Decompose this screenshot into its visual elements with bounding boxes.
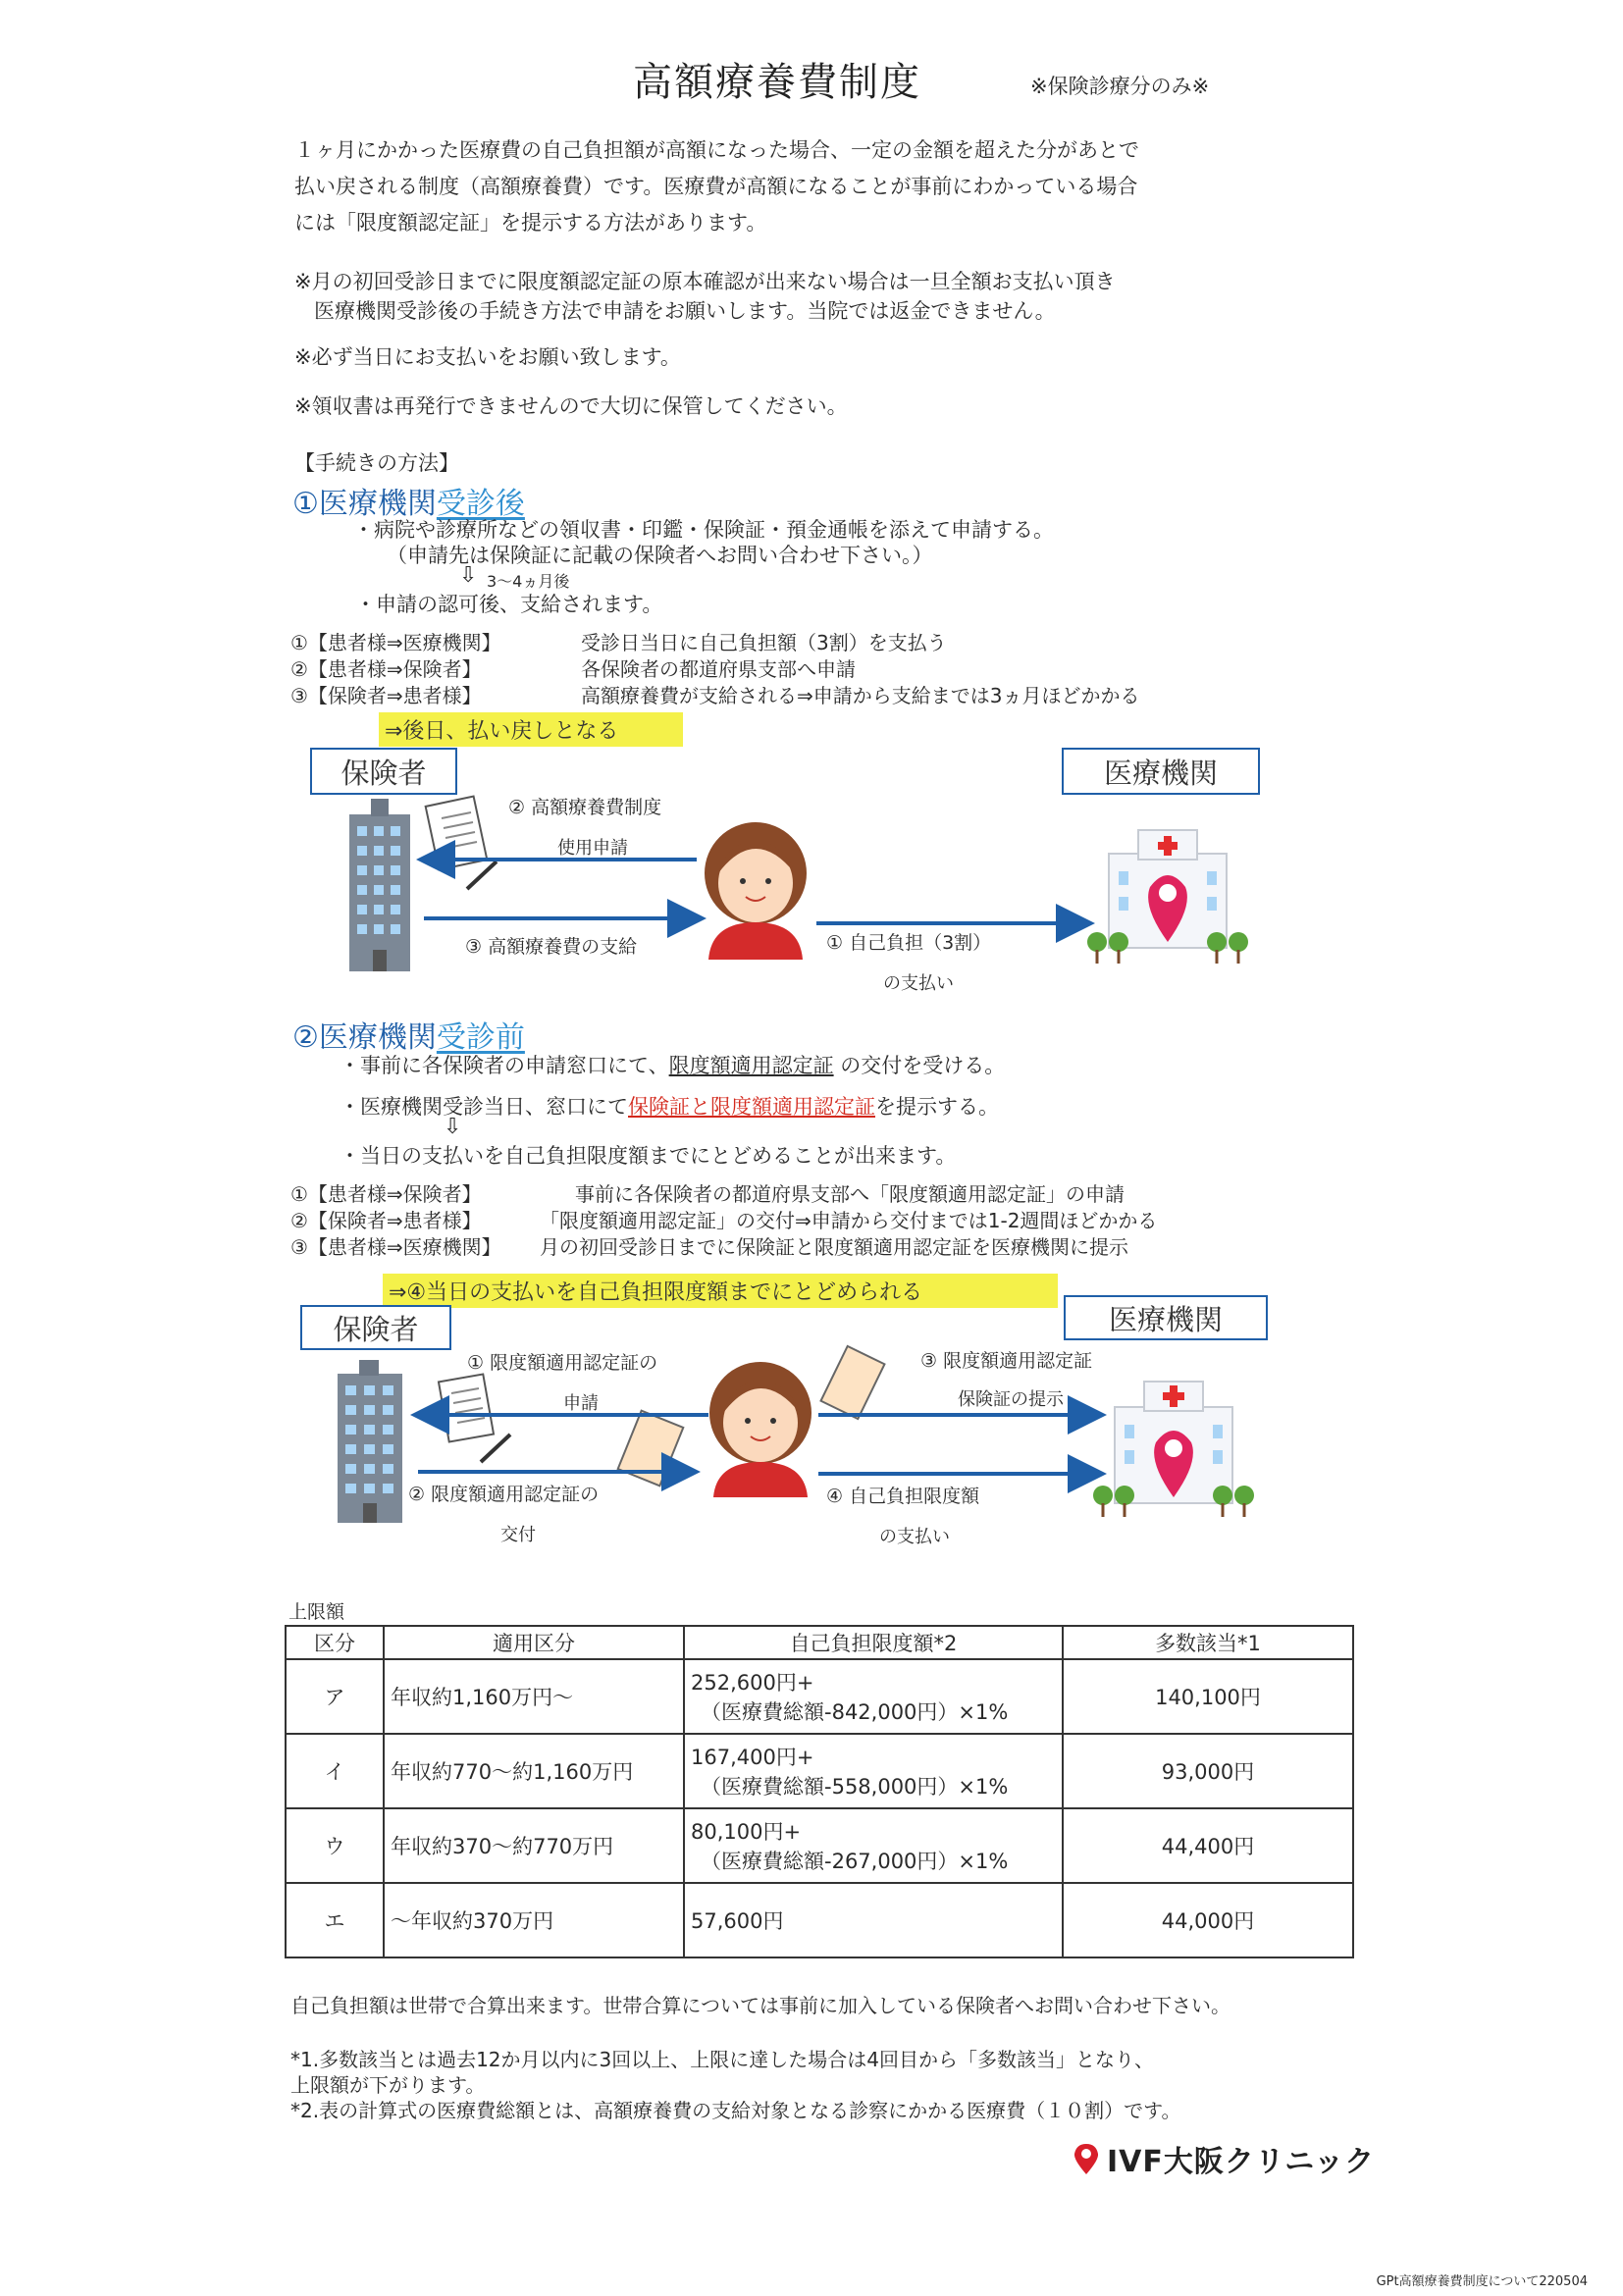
note-receipt: ※領収書は再発行できませんので大切に保管してください。 — [294, 394, 848, 418]
step-key: ②【患者様⇒保険者】 — [290, 657, 482, 681]
section1-bullet1-sub: （申請先は保険証に記載の保険者へお問い合わせ下さい。） — [387, 544, 933, 567]
step-value: 各保険者の都道府県支部へ申請 — [581, 657, 856, 681]
cell-category: イ — [286, 1734, 384, 1808]
step-key: ③【保険者⇒患者様】 — [290, 684, 482, 707]
box-medical-institution: 医療機関 — [1064, 1295, 1268, 1340]
box-medical-institution: 医療機関 — [1062, 748, 1260, 795]
cell-multiple: 44,000円 — [1063, 1883, 1353, 1957]
limit-base: 252,600円+ — [691, 1671, 814, 1695]
diagram1-label-1b: の支払い — [883, 973, 954, 994]
section1-highlight: ⇒後日、払い戻しとなる — [379, 712, 683, 747]
col-header: 区分 — [286, 1626, 384, 1659]
diagram1-label-2a: ② 高額療養費制度 — [508, 797, 662, 818]
cell-limit — [684, 1808, 1063, 1883]
cell-income-range: ～年収約370万円 — [384, 1883, 684, 1957]
footnote-1: *1.多数該当とは過去12か月以内に3回以上、上限に達した場合は4回目から「多数該当」となり、 — [290, 2048, 1154, 2071]
diagram1-label-1a: ① 自己負担（3割） — [826, 932, 992, 954]
section2-highlight: ⇒④当日の支払いを自己負担限度額までにとどめられる — [383, 1274, 1058, 1308]
limits-table — [285, 1625, 1354, 1958]
section1-bullet2: ・申請の認可後、支給されます。 — [355, 593, 663, 616]
present-cards-underlined: 保険証と限度額適用認定証 — [628, 1095, 875, 1119]
limit-formula: （医療費総額-842,000円）×1% — [701, 1700, 1009, 1724]
step-value: 「限度額適用認定証」の交付⇒申請から交付までは1-2週間ほどかかる — [540, 1209, 1158, 1232]
section2-num: ② — [292, 1020, 319, 1055]
col-header: 適用区分 — [384, 1626, 684, 1659]
cell-category: ア — [286, 1659, 384, 1734]
location-pin-logo-icon — [1072, 2142, 1101, 2175]
table-row — [286, 1659, 1353, 1734]
text: を提示する。 — [875, 1095, 999, 1119]
box-insurer: 保険者 — [300, 1305, 451, 1350]
limits-caption: 上限額 — [288, 1601, 345, 1623]
patient-person-icon — [709, 1362, 812, 1497]
section2-head-a: 医療機関 — [318, 1020, 437, 1055]
section1-arrow-note: 3～4ヵ月後 — [487, 572, 570, 591]
limit-formula: （医療費総額-558,000円）×1% — [701, 1775, 1009, 1799]
cell-category: ウ — [286, 1808, 384, 1883]
text: ・医療機関受診当日、窓口にて — [340, 1095, 628, 1119]
section1-bullet1: ・病院や診療所などの領収書・印鑑・保険証・預金通帳を添えて申請する。 — [353, 518, 1054, 542]
cell-limit — [684, 1659, 1063, 1734]
limit-base: 80,100円+ — [691, 1820, 802, 1844]
cell-limit — [684, 1734, 1063, 1808]
note-pay-same-day: ※必ず当日にお支払いをお願い致します。 — [294, 345, 681, 369]
section2-bullet3: ・当日の支払いを自己負担限度額までにとどめることが出来ます。 — [340, 1144, 957, 1168]
diagram2-label-4b: の支払い — [879, 1527, 950, 1547]
intro-line: には「限度額認定証」を提示する方法があります。 — [294, 211, 767, 235]
down-arrow-icon: ⇩ — [444, 1115, 462, 1139]
section1-head-b: 受診後 — [436, 487, 525, 521]
diagram2-label-1b: 申請 — [563, 1393, 599, 1414]
logo-text: IVF大阪クリニック — [1107, 2145, 1376, 2179]
insurance-only-note: ※保険診療分のみ※ — [1030, 75, 1210, 98]
cell-category: エ — [286, 1883, 384, 1957]
footnote-1-cont: 上限額が下がります。 — [290, 2073, 486, 2097]
note-line: ※月の初回受診日までに限度額認定証の原本確認が出来ない場合は一旦全額お支払い頂き — [294, 270, 1116, 293]
col-header: 自己負担限度額*2 — [684, 1626, 1063, 1659]
footnotes — [290, 2047, 1180, 2123]
section1-num: ① — [292, 487, 319, 521]
step-value: 高額療養費が支給される⇒申請から支給までは3ヵ月ほどかかる — [581, 684, 1140, 707]
limit-base: 167,400円+ — [691, 1746, 814, 1769]
certificate-underlined: 限度額適用認定証 — [668, 1054, 834, 1077]
household-note: 自己負担額は世帯で合算出来ます。世帯合算については事前に加入している保険者へお問い合わせ下さい。 — [290, 1994, 1230, 2017]
cell-multiple: 44,400円 — [1063, 1808, 1353, 1883]
limit-base: 57,600円 — [691, 1909, 784, 1933]
table-row — [286, 1734, 1353, 1808]
cell-multiple: 140,100円 — [1063, 1659, 1353, 1734]
application-document-icon — [439, 1374, 510, 1462]
step-value: 受診日当日に自己負担額（3割）を支払う — [581, 631, 947, 654]
diagram2-label-3a: ③ 限度額適用認定証 — [920, 1350, 1093, 1372]
table-row — [286, 1808, 1353, 1883]
office-building-icon — [338, 1360, 402, 1523]
text: の交付を受ける。 — [833, 1054, 1006, 1077]
cell-limit — [684, 1883, 1063, 1957]
step-key: ①【患者様⇒医療機関】 — [290, 631, 501, 654]
note-line: 医療機関受診後の手続き方法で申請をお願いします。当院では返金できません。 — [314, 299, 1056, 323]
diagram2-label-3b: 保険証の提示 — [958, 1389, 1064, 1410]
hospital-icon — [1093, 1382, 1254, 1517]
diagram2-label-1a: ① 限度額適用認定証の — [467, 1352, 658, 1374]
step-value: 月の初回受診日までに保険証と限度額適用認定証を医療機関に提示 — [540, 1235, 1128, 1259]
table-row — [286, 1883, 1353, 1957]
cell-income-range: 年収約1,160万円～ — [384, 1659, 684, 1734]
table-header-row — [286, 1626, 1353, 1659]
page-title: 高額療養費制度 — [633, 60, 921, 105]
document-code: GPt高額療養費制度について220504 — [1376, 2274, 1588, 2289]
cell-income-range: 年収約770～約1,160万円 — [384, 1734, 684, 1808]
section1-head-a: 医療機関 — [318, 487, 437, 521]
cell-income-range: 年収約370～約770万円 — [384, 1808, 684, 1883]
diagram2-label-4a: ④ 自己負担限度額 — [826, 1486, 980, 1507]
footnote-2: *2.表の計算式の医療費総額とは、高額療養費の支給対象となる診察にかかる医療費（１０割）です。 — [290, 2099, 1181, 2122]
section2-head-b: 受診前 — [436, 1020, 525, 1055]
diagram2-label-2a: ② 限度額適用認定証の — [408, 1484, 600, 1505]
procedure-label: 【手続きの方法】 — [294, 451, 459, 475]
down-arrow-icon: ⇩ — [459, 563, 478, 588]
intro-line: 払い戻される制度（高額療養費）です。医療費が高額になることが事前にわかっている場合 — [294, 175, 1138, 198]
col-header: 多数該当*1 — [1063, 1626, 1353, 1659]
step-key: ①【患者様⇒保険者】 — [290, 1182, 482, 1206]
diagram1-label-2b: 使用申請 — [557, 838, 628, 859]
diagram2-label-2b: 交付 — [500, 1525, 536, 1545]
text: ・事前に各保険者の申請窓口にて、 — [340, 1054, 669, 1077]
step-value: 事前に各保険者の都道府県支部へ「限度額適用認定証」の申請 — [575, 1182, 1125, 1206]
limit-formula: （医療費総額-267,000円）×1% — [701, 1850, 1009, 1873]
diagram1-label-3: ③ 高額療養費の支給 — [465, 936, 638, 958]
cell-multiple: 93,000円 — [1063, 1734, 1353, 1808]
clinic-logo — [1072, 2137, 1375, 2180]
step-key: ③【患者様⇒医療機関】 — [290, 1235, 501, 1259]
intro-line: １ヶ月にかかった医療費の自己負担額が高額になった場合、一定の金額を超えた分があとで — [294, 138, 1139, 162]
box-insurer: 保険者 — [310, 748, 457, 795]
step-key: ②【保険者⇒患者様】 — [290, 1209, 482, 1232]
